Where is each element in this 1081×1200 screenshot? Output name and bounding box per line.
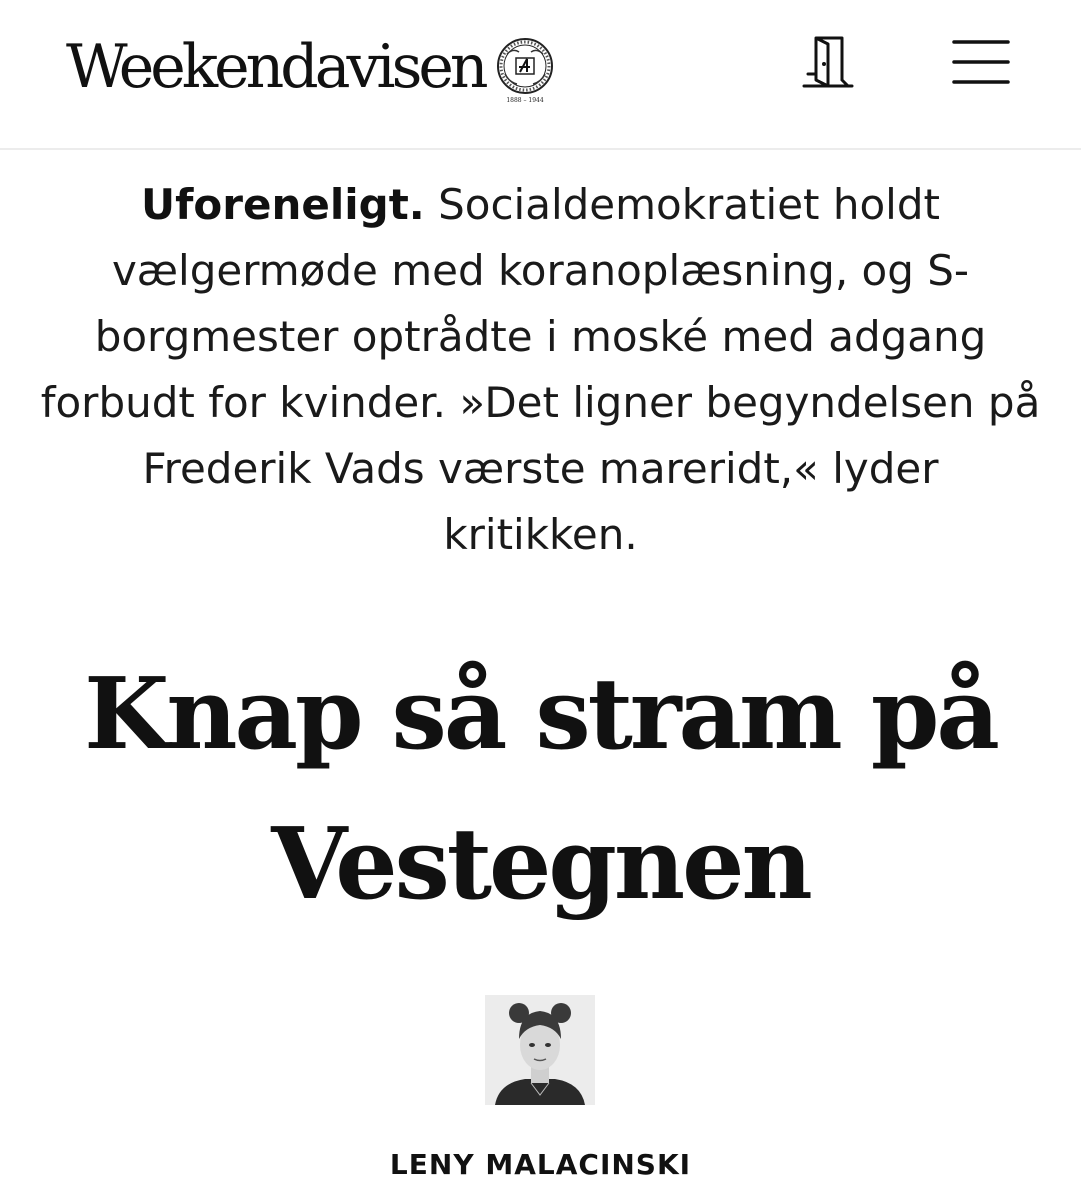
author-byline[interactable]: LENY MALACINSKI xyxy=(389,1148,692,1181)
site-logo[interactable] xyxy=(66,22,561,112)
top-navigation-bar xyxy=(0,0,1081,150)
login-button[interactable] xyxy=(796,30,860,94)
author-portrait-image xyxy=(485,995,595,1105)
menu-button[interactable] xyxy=(948,34,1014,90)
author-avatar[interactable] xyxy=(485,995,595,1105)
article-headline: Knap så stram på Vestegnen xyxy=(84,657,997,922)
teaser-kicker: Uforeneligt. xyxy=(141,180,425,229)
logo-seal-icon xyxy=(489,34,561,106)
teaser-text: Socialdemokratiet holdt vælgermøde med koranoplæsning, og S-borgmester optrådte i moské med adgang forbudt for kvinder. »Det ligner begyndelsen på Frederik Vads værste mareridt,« lyder kritikken. xyxy=(40,180,1041,559)
logo-wordmark: Weekendavisen xyxy=(66,32,485,102)
article-teaser xyxy=(40,172,1041,568)
logo-seal-years: 1888 – 1944 xyxy=(505,97,544,104)
hamburger-menu-icon xyxy=(948,34,1014,90)
door-login-icon xyxy=(796,30,860,94)
